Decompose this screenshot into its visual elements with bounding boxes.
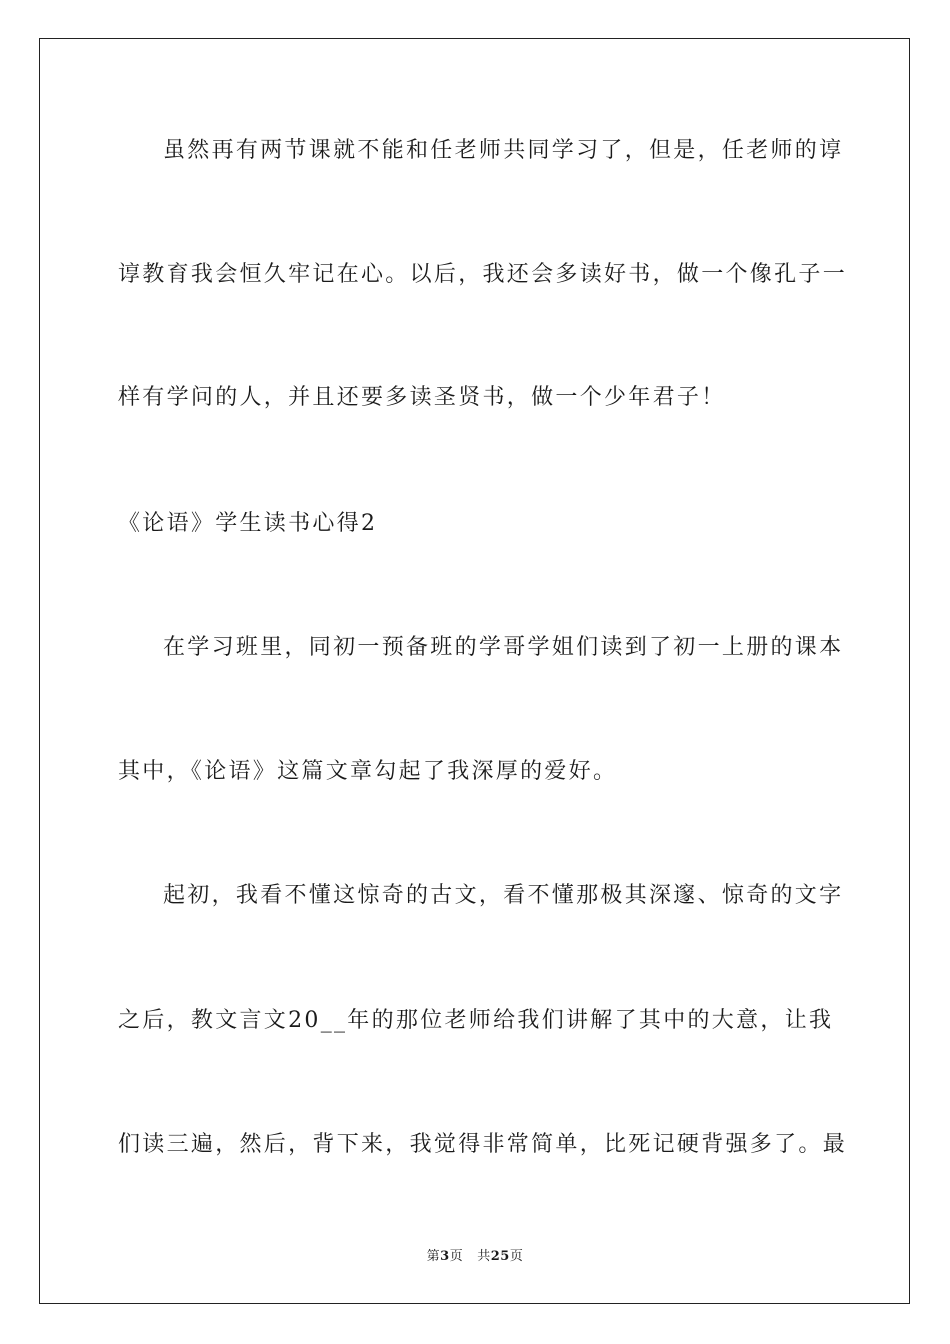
page-border <box>39 38 910 1304</box>
section-heading: 《论语》学生读书心得2 <box>118 511 378 536</box>
paragraph-line: 在学习班里，同初一预备班的学哥学姐们读到了初一上册的课本 <box>163 635 844 660</box>
footer-page-number: 3 <box>440 1249 450 1264</box>
footer-page-prefix: 第 <box>426 1249 441 1264</box>
paragraph-line: 起初，我看不懂这惊奇的古文，看不懂那极其深邃、惊奇的文字 <box>163 883 844 908</box>
paragraph-line: 之后，教文言文20__年的那位老师给我们讲解了其中的大意，让我 <box>118 1008 834 1033</box>
footer-total-suffix: 页 <box>509 1249 524 1264</box>
footer-page-suffix: 页 <box>449 1249 464 1264</box>
paragraph-line: 谆教育我会恒久牢记在心。以后，我还会多读好书，做一个像孔子一 <box>118 262 848 287</box>
paragraph-line: 样有学问的人，并且还要多读圣贤书，做一个少年君子！ <box>118 385 726 410</box>
paragraph-line: 虽然再有两节课就不能和任老师共同学习了，但是，任老师的谆 <box>163 138 844 163</box>
footer-total-prefix: 共 <box>477 1249 491 1264</box>
paragraph-line: 们读三遍，然后，背下来，我觉得非常简单，比死记硬背强多了。最 <box>118 1132 848 1157</box>
footer-total-pages: 25 <box>490 1249 510 1264</box>
paragraph-line: 其中，《论语》这篇文章勾起了我深厚的爱好。 <box>118 759 618 784</box>
page-footer <box>0 1248 950 1266</box>
